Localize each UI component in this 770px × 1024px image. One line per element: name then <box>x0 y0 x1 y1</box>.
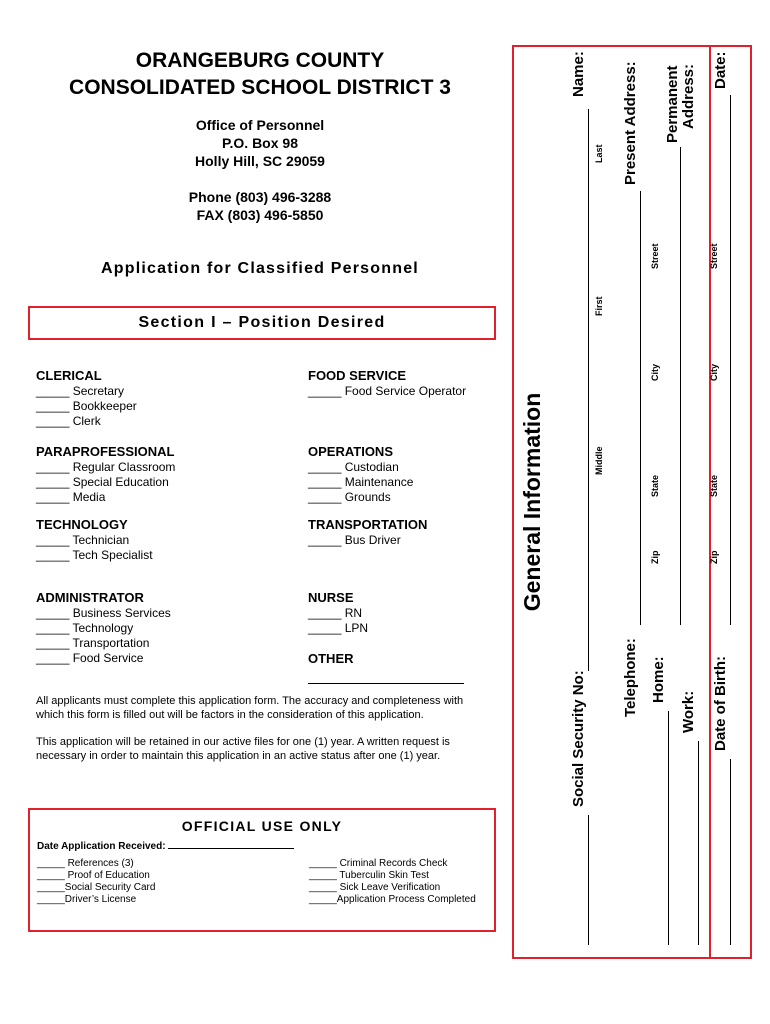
operations-group <box>308 444 413 505</box>
office-name: Office of Personnel <box>195 117 325 133</box>
nurse-group <box>308 590 368 636</box>
work-phone-field[interactable] <box>698 741 699 945</box>
other-input-line[interactable] <box>308 683 464 684</box>
check-process-completed[interactable]: _____Application Process Completed <box>309 894 476 905</box>
option-business-services[interactable]: _____ Business Services <box>36 606 171 620</box>
date-field[interactable] <box>730 95 731 625</box>
clerical-group <box>36 368 137 429</box>
official-use-box <box>28 808 496 932</box>
official-use-title: OFFICIAL USE ONLY <box>181 818 343 834</box>
permanent-zip-sublabel: Zip <box>709 550 719 564</box>
permanent-label: Permanent <box>664 65 681 143</box>
telephone-label: Telephone: <box>622 638 639 717</box>
other-heading: OTHER <box>308 651 354 666</box>
last-sublabel: Last <box>594 144 604 163</box>
check-criminal-records[interactable]: _____ Criminal Records Check <box>309 858 448 869</box>
date-received-label: Date Application Received: <box>37 841 166 852</box>
option-grounds[interactable]: _____ Grounds <box>308 490 391 504</box>
option-technician[interactable]: _____ Technician <box>36 533 130 547</box>
option-secretary[interactable]: _____ Secretary <box>36 384 125 398</box>
food-service-heading: FOOD SERVICE <box>308 368 407 383</box>
ssn-label: Social Security No: <box>570 670 587 807</box>
application-title: Application for Classified Personnel <box>101 260 419 277</box>
option-lpn[interactable]: _____ LPN <box>308 621 369 635</box>
section-one-title: Section I – Position Desired <box>138 314 386 331</box>
technology-heading: TECHNOLOGY <box>36 517 128 532</box>
option-regular-classroom[interactable]: _____ Regular Classroom <box>36 460 176 474</box>
date-label: Date: <box>712 51 729 89</box>
option-clerk[interactable]: _____ Clerk <box>36 414 101 428</box>
general-info-rotated <box>512 45 752 959</box>
clerical-heading: CLERICAL <box>36 368 102 383</box>
permanent-city-sublabel: City <box>709 363 719 381</box>
administrator-heading: ADMINISTRATOR <box>36 590 144 605</box>
work-label: Work: <box>680 690 697 733</box>
paraprofessional-group <box>36 444 175 505</box>
option-custodian[interactable]: _____ Custodian <box>308 460 399 474</box>
name-label: Name: <box>570 51 587 97</box>
option-special-education[interactable]: _____ Special Education <box>36 475 169 489</box>
section-one-header <box>28 306 496 340</box>
option-bus-driver[interactable]: _____ Bus Driver <box>308 533 401 547</box>
present-street-sublabel: Street <box>650 243 660 269</box>
permanent-address-field[interactable] <box>680 147 681 625</box>
option-media[interactable]: _____ Media <box>36 490 106 504</box>
city-state-zip: Holly Hill, SC 29059 <box>195 153 325 169</box>
present-zip-sublabel: Zip <box>650 550 660 564</box>
option-tech-specialist[interactable]: _____ Tech Specialist <box>36 548 153 562</box>
present-address-field[interactable] <box>640 191 641 625</box>
official-left-list <box>37 858 155 906</box>
first-sublabel: First <box>594 296 604 316</box>
transportation-heading: TRANSPORTATION <box>308 517 428 532</box>
date-received-field[interactable] <box>168 837 294 849</box>
po-box: P.O. Box 98 <box>221 135 298 151</box>
home-phone-field[interactable] <box>668 711 669 945</box>
present-address-label: Present Address: <box>622 61 639 185</box>
option-rn[interactable]: _____ RN <box>308 606 363 620</box>
option-admin-food-service[interactable]: _____ Food Service <box>36 651 144 665</box>
check-social-security-card[interactable]: _____Social Security Card <box>37 882 156 893</box>
check-proof-of-education[interactable]: _____ Proof of Education <box>37 870 150 881</box>
date-received-row <box>37 837 294 853</box>
name-field[interactable] <box>588 109 589 671</box>
check-tuberculin-test[interactable]: _____ Tuberculin Skin Test <box>309 870 429 881</box>
retention-paragraph: This application will be retained in our active files for one (1) year. A written request is necessary in order to maintain this application in an active status after one (1) year. <box>36 736 450 762</box>
home-label: Home: <box>650 656 667 703</box>
middle-sublabel: Middle <box>594 446 604 475</box>
option-bookkeeper[interactable]: _____ Bookkeeper <box>36 399 137 413</box>
district-name-line1: ORANGEBURG COUNTY <box>135 49 385 72</box>
dob-label: Date of Birth: <box>712 656 729 751</box>
official-right-list <box>309 858 476 906</box>
option-maintenance[interactable]: _____ Maintenance <box>308 475 414 489</box>
nurse-heading: NURSE <box>308 590 354 605</box>
technology-group <box>36 517 153 563</box>
permanent-street-sublabel: Street <box>709 243 719 269</box>
transportation-group <box>308 517 427 548</box>
option-admin-transportation[interactable]: _____ Transportation <box>36 636 150 650</box>
general-info-title: General Information <box>519 392 545 612</box>
instructions-paragraph: All applicants must complete this application form. The accuracy and completeness with which this form is filled out will be factors in the consideration of this application. <box>36 695 464 721</box>
paraprofessional-heading: PARAPROFESSIONAL <box>36 444 175 459</box>
option-food-service-operator[interactable]: _____ Food Service Operator <box>308 384 467 398</box>
permanent-address-label: Address: <box>680 63 697 129</box>
check-references[interactable]: _____ References (3) <box>37 858 134 869</box>
administrator-group <box>36 590 171 666</box>
dob-field[interactable] <box>730 759 731 945</box>
phone-number: Phone (803) 496-3288 <box>188 189 332 205</box>
check-sick-leave[interactable]: _____ Sick Leave Verification <box>309 882 441 893</box>
check-drivers-license[interactable]: _____Driver’s License <box>37 894 137 905</box>
present-city-sublabel: City <box>650 363 660 381</box>
operations-heading: OPERATIONS <box>308 444 393 459</box>
ssn-field[interactable] <box>588 815 589 945</box>
fax-number: FAX (803) 496-5850 <box>196 207 324 223</box>
food-service-group <box>308 368 466 399</box>
option-admin-technology[interactable]: _____ Technology <box>36 621 134 635</box>
present-state-sublabel: State <box>650 474 660 497</box>
district-name-line2: CONSOLIDATED SCHOOL DISTRICT 3 <box>69 76 451 99</box>
permanent-state-sublabel: State <box>709 474 719 497</box>
